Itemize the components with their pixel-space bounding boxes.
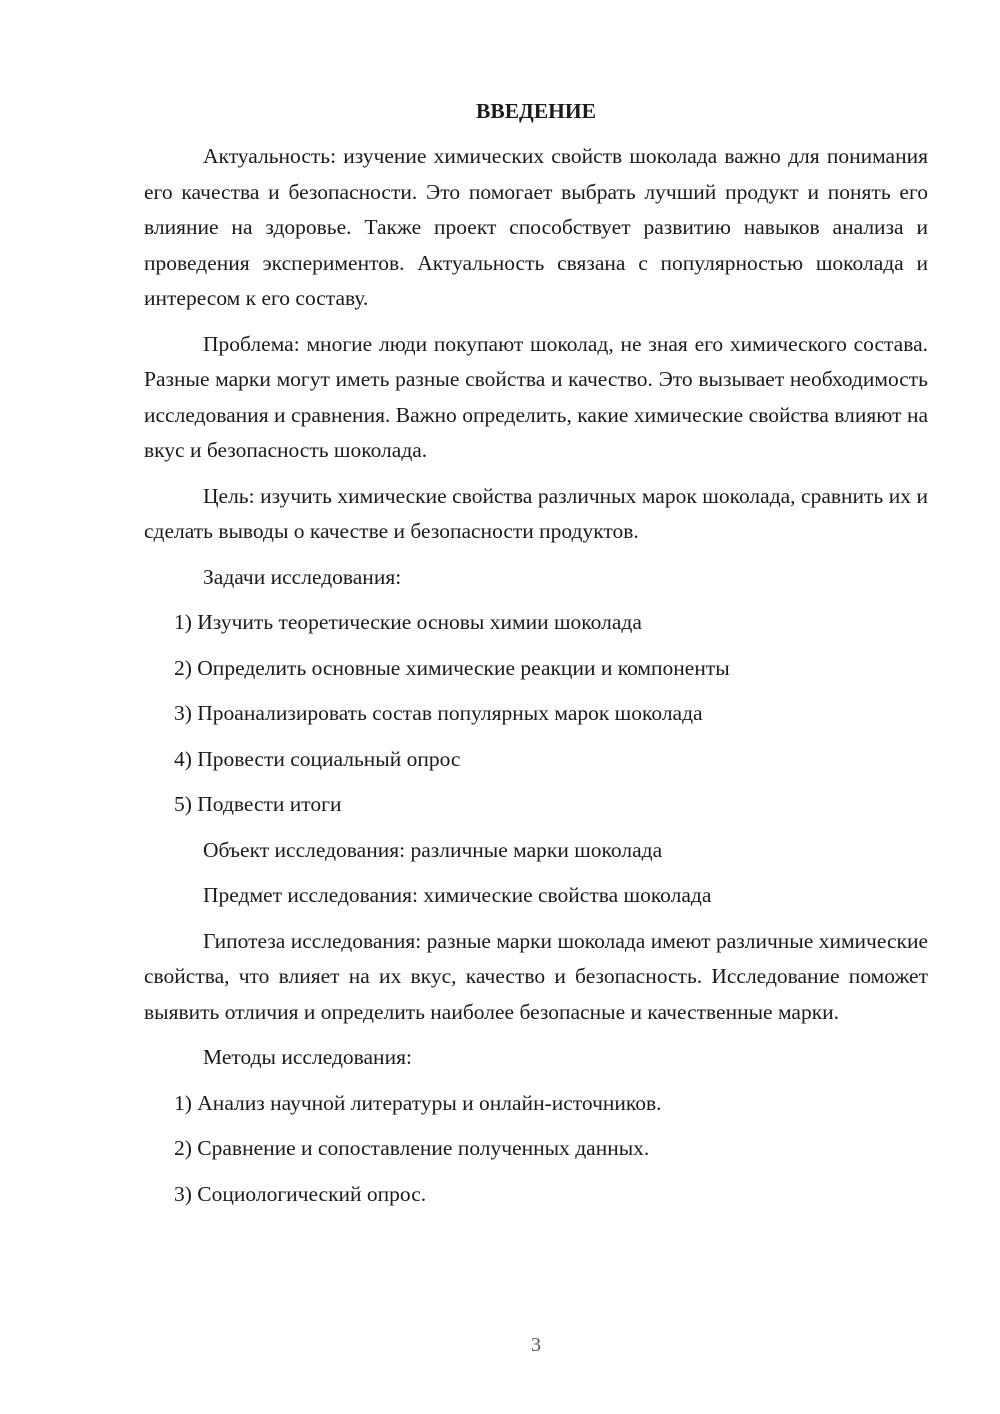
research-subject: Предмет исследования: химические свойства шоколада (203, 883, 712, 907)
method-item: 2) Сравнение и сопоставление полученных данных. (174, 1136, 650, 1160)
relevance-paragraph: Актуальность: изучение химических свойств шоколада важно для понимания его качества и безопасности. Это помогает выбрать лучший продукт и понять его влияние на здоровье. Также проект способствует развитию навыков анализа и проведения экспериментов. Актуальность связана с популярностью шоколада и интересом к его составу. (144, 144, 928, 310)
page-number: 3 (531, 1334, 541, 1356)
task-item: 3) Проанализировать состав популярных марок шоколада (174, 701, 703, 725)
section-heading: ВВЕДЕНИЕ (476, 99, 596, 123)
research-object: Объект исследования: различные марки шоколада (203, 837, 663, 862)
document-body (144, 96, 928, 1222)
task-item: 1) Изучить теоретические основы химии шоколада (174, 610, 642, 634)
task-item: 4) Провести социальный опрос (174, 746, 461, 771)
task-item: 2) Определить основные химические реакции и компоненты (174, 655, 730, 680)
task-item: 5) Подвести итоги (174, 792, 342, 816)
hypothesis-paragraph: Гипотеза исследования: разные марки шоколада имеют различные химические свойства, что влияет на их вкус, качество и безопасность. Исследование поможет выявить отличия и определить наиболее безопасные и качественные марки. (144, 928, 928, 1024)
method-item: 1) Анализ научной литературы и онлайн-источников. (174, 1090, 662, 1115)
tasks-title: Задачи исследования: (203, 564, 402, 589)
methods-title: Методы исследования: (203, 1045, 412, 1069)
problem-paragraph: Проблема: многие люди покупают шоколад, не зная его химического состава. Разные марки могут иметь разные свойства и качество. Это вызывает необходимость исследования и сравнения. Важно определить, какие химические свойства влияют на вкус и безопасность шоколада. (144, 331, 928, 462)
goal-paragraph: Цель: изучить химические свойства различных марок шоколада, сравнить их и сделать выводы о качестве и безопасности продуктов. (144, 483, 928, 543)
method-item: 3) Социологический опрос. (174, 1181, 427, 1206)
